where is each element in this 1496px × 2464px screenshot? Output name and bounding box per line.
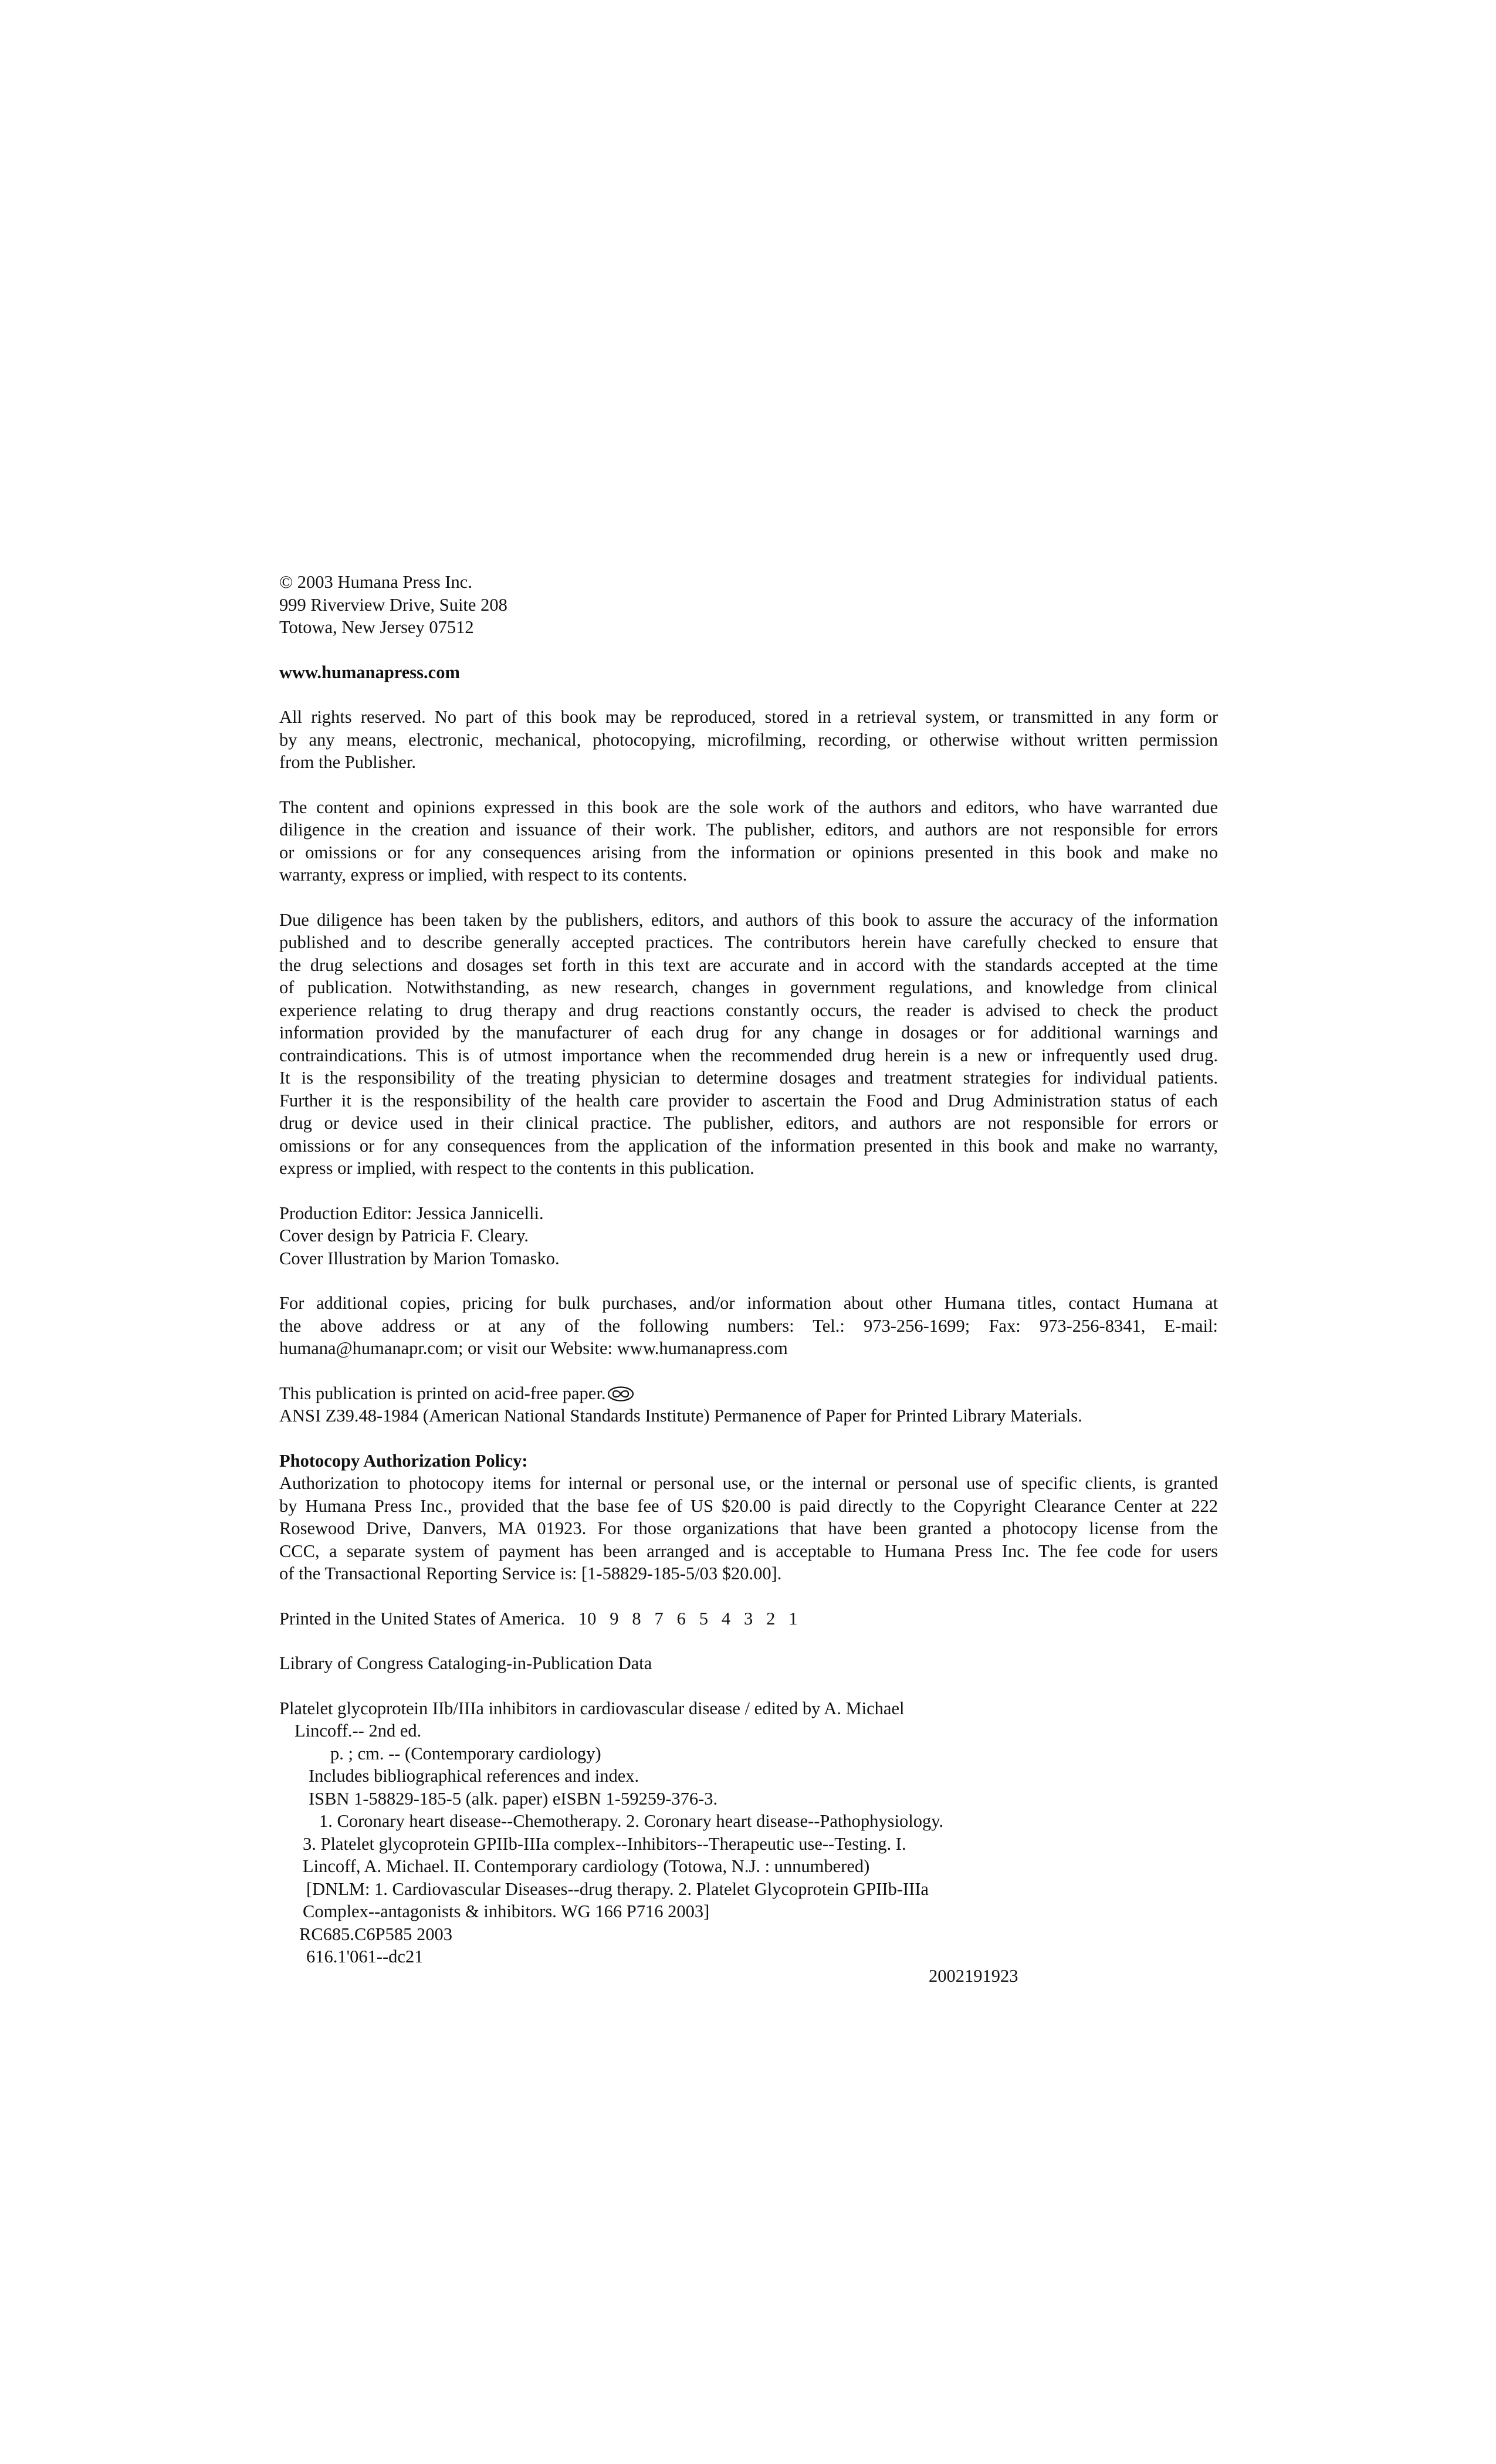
cip-line: Includes bibliographical references and index. <box>309 1766 639 1786</box>
cip-line: RC685.C6P585 2003 <box>299 1924 452 1944</box>
paragraph-line: by any means, electronic, mechanical, photocopying, microfilming, recording, or otherwise without written permission <box>279 729 1218 750</box>
production-credits <box>279 1202 1218 1270</box>
cip-record <box>279 1697 1218 1968</box>
infinity-in-circle-icon <box>607 1386 634 1402</box>
copyright-page <box>279 571 1218 1968</box>
paragraph-line: Due diligence has been taken by the publishers, editors, and authors of this book to assure the accuracy of the information <box>279 909 1218 930</box>
paragraph-line: of publication. Notwithstanding, as new research, changes in government regulations, and knowledge from clinical <box>279 977 1218 997</box>
printing-info <box>279 1607 1218 1630</box>
cip-control-number: 2002191923 <box>929 1966 1018 1986</box>
paper-notice <box>279 1382 1218 1427</box>
cip-line: 616.1'061--dc21 <box>306 1947 424 1967</box>
paragraph-line: of the Transactional Reporting Service is: [1-58829-185-5/03 $20.00]. <box>279 1563 782 1583</box>
paragraph-line: Rosewood Drive, Danvers, MA 01923. For those organizations that have been granted a photocopy license from the <box>279 1518 1218 1538</box>
cip-heading: Library of Congress Cataloging-in-Publication Data <box>279 1653 652 1673</box>
paragraph-line: CCC, a separate system of payment has been arranged and is acceptable to Humana Press Inc. The fee code for users <box>279 1541 1218 1561</box>
paragraph-line: by Humana Press Inc., provided that the base fee of US $20.00 is paid directly to the Copyright Clearance Center at 222 <box>279 1495 1218 1516</box>
publisher-address <box>279 571 1218 639</box>
paragraph-line: Further it is the responsibility of the health care provider to ascertain the Food and Drug Administration status of each <box>279 1090 1218 1111</box>
cip-line: Platelet glycoprotein IIb/IIIa inhibitors in cardiovascular disease / edited by A. Michael <box>279 1698 905 1718</box>
cip-line: Lincoff, A. Michael. II. Contemporary cardiology (Totowa, N.J. : unnumbered) <box>303 1856 870 1876</box>
paragraph-line: from the Publisher. <box>279 752 416 772</box>
paragraph-line: published and to describe generally accepted practices. The contributors herein have carefully checked to ensure that <box>279 932 1218 952</box>
paragraph-line: the above address or at any of the following numbers: Tel.: 973-256-1699; Fax: 973-256-8341, E-mail: <box>279 1315 1218 1336</box>
cip-line: [DNLM: 1. Cardiovascular Diseases--drug therapy. 2. Platelet Glycoprotein GPIIb-IIIa <box>306 1879 929 1899</box>
acid-free-notice: This publication is printed on acid-free paper. <box>279 1382 1218 1405</box>
cip-line: 3. Platelet glycoprotein GPIIb-IIIa complex--Inhibitors--Therapeutic use--Testing. I. <box>303 1833 906 1854</box>
cip-line: Complex--antagonists & inhibitors. WG 166 P716 2003] <box>303 1901 710 1921</box>
printed-in: Printed in the United States of America. <box>279 1608 566 1629</box>
paragraph-line: humana@humanapr.com; or visit our Website: www.humanapress.com <box>279 1338 788 1358</box>
address-line-1: 999 Riverview Drive, Suite 208 <box>279 594 507 615</box>
photocopy-policy <box>279 1450 1218 1585</box>
cip-line: ISBN 1-58829-185-5 (alk. paper) eISBN 1-59259-376-3. <box>309 1788 718 1809</box>
cover-illustration-credit: Cover Illustration by Marion Tomasko. <box>279 1248 560 1268</box>
paragraph-line: The content and opinions expressed in this book are the sole work of the authors and editors, who have warranted due <box>279 797 1218 817</box>
production-editor: Production Editor: Jessica Jannicelli. <box>279 1203 544 1223</box>
publisher-website: www.humanapress.com <box>279 662 460 682</box>
cover-design-credit: Cover design by Patricia F. Cleary. <box>279 1226 529 1245</box>
photocopy-policy-heading: Photocopy Authorization Policy: <box>279 1450 528 1471</box>
paragraph-line: or omissions or for any consequences arising from the information or opinions presented in this book and make no <box>279 842 1218 862</box>
paragraph-line: omissions or for any consequences from the application of the information presented in this book and make no warranty, <box>279 1135 1218 1156</box>
paragraph-line: contraindications. This is of utmost importance when the recommended drug herein is a new or infrequently used drug. <box>279 1045 1218 1065</box>
paragraph-line: information provided by the manufacturer of each drug for any change in dosages or for additional warnings and <box>279 1023 1218 1043</box>
cip-line: Lincoff.-- 2nd ed. <box>295 1721 422 1741</box>
paragraph-line: diligence in the creation and issuance of their work. The publisher, editors, and authors are not responsible for errors <box>279 820 1218 840</box>
copyright-notice: © 2003 Humana Press Inc. <box>279 572 472 592</box>
paragraph-line: warranty, express or implied, with respect to its contents. <box>279 865 688 885</box>
cip-line: 1. Coronary heart disease--Chemotherapy. 2. Coronary heart disease--Pathophysiology. <box>319 1811 944 1831</box>
address-line-2: Totowa, New Jersey 07512 <box>279 617 474 637</box>
paragraph-line: express or implied, with respect to the contents in this publication. <box>279 1158 754 1178</box>
additional-copies-paragraph <box>279 1292 1218 1360</box>
due-diligence-paragraph <box>279 909 1218 1180</box>
ansi-standard-notice: ANSI Z39.48-1984 (American National Standards Institute) Permanence of Paper for Printed Library Materials. <box>279 1406 1082 1426</box>
paragraph-line: experience relating to drug therapy and drug reactions constantly occurs, the reader is advised to check the product <box>279 1000 1218 1020</box>
rights-paragraph <box>279 706 1218 774</box>
paragraph-line: For additional copies, pricing for bulk purchases, and/or information about other Humana titles, contact Humana at <box>279 1293 1218 1313</box>
paragraph-line: Authorization to photocopy items for internal or personal use, or the internal or personal use of specific clients, is granted <box>279 1473 1218 1493</box>
content-opinions-paragraph <box>279 796 1218 886</box>
cip-line: p. ; cm. -- (Contemporary cardiology) <box>330 1743 601 1764</box>
paragraph-line: drug or device used in their clinical practice. The publisher, editors, and authors are not responsible for errors or <box>279 1113 1218 1133</box>
paragraph-line: All rights reserved. No part of this book may be reproduced, stored in a retrieval system, or transmitted in any form or <box>279 707 1218 727</box>
paragraph-line: It is the responsibility of the treating physician to determine dosages and treatment strategies for individual patients. <box>279 1068 1218 1088</box>
print-line: 10 9 8 7 6 5 4 3 2 1 <box>578 1608 798 1629</box>
paragraph-line: the drug selections and dosages set forth in this text are accurate and in accord with the standards accepted at the time <box>279 955 1218 975</box>
